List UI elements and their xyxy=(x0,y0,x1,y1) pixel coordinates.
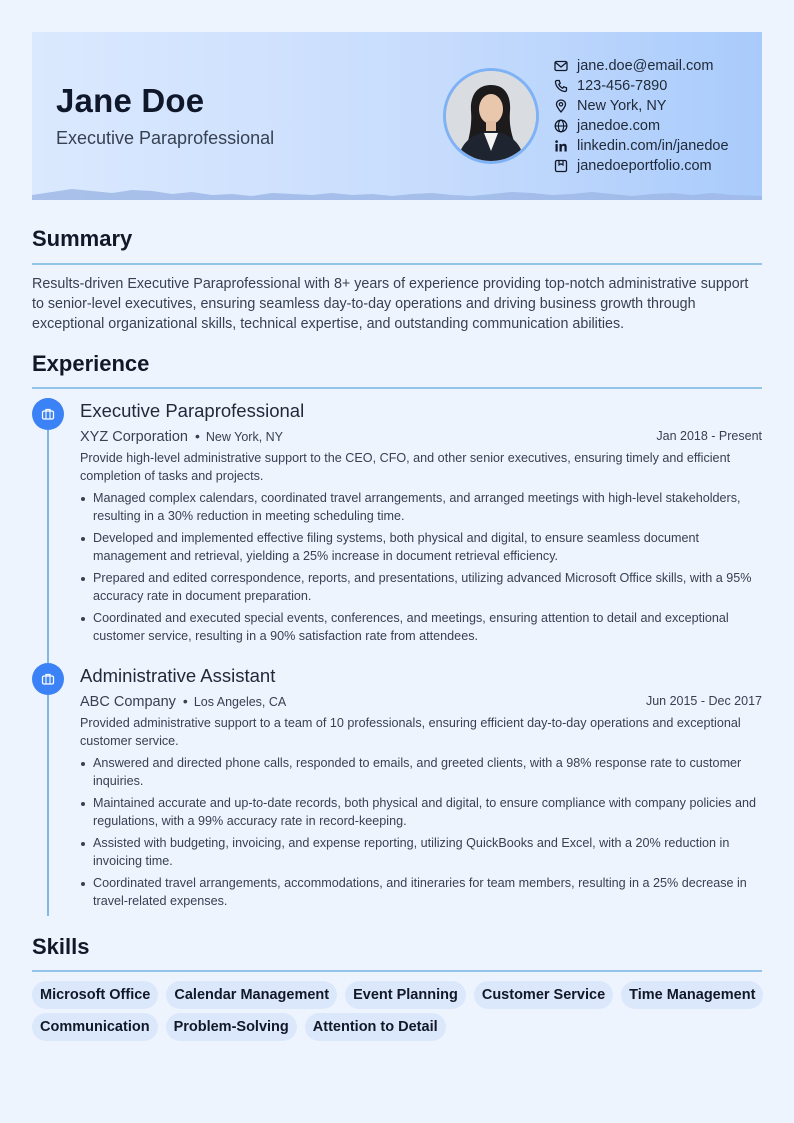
contact-text: janedoe.com xyxy=(577,118,661,134)
skill-chip: Event Planning xyxy=(345,981,466,1009)
company-name: XYZ Corporation xyxy=(80,429,188,445)
job-bullet: Answered and directed phone calls, responded to emails, and greeted clients, with a 98% response rate to customer inquiries. xyxy=(80,754,762,790)
contact-text: janedoeportfolio.com xyxy=(577,158,712,174)
contact-text: linkedin.com/in/janedoe xyxy=(577,138,729,154)
mail-icon xyxy=(554,59,568,73)
job-bullet: Managed complex calendars, coordinated travel arrangements, and arranged meetings with high-level stakeholders, resulting in a 30% reduction in meeting scheduling time. xyxy=(80,489,762,525)
job-bullet-list xyxy=(80,754,762,910)
job-meta xyxy=(80,424,762,448)
job-location: New York, NY xyxy=(205,430,284,444)
contact-text: New York, NY xyxy=(577,98,667,114)
job-title: Executive Paraprofessional xyxy=(80,400,305,421)
avatar-portrait xyxy=(446,71,536,161)
portfolio-icon xyxy=(554,159,568,173)
globe-icon xyxy=(554,119,568,133)
job-bullet: Developed and implemented effective filing systems, both physical and digital, to ensure seamless document management and retrieval, yielding a 25% increase in document retrieval efficiency. xyxy=(80,529,762,565)
separator-dot: • xyxy=(195,428,200,444)
job-bullet: Coordinated and executed special events, conferences, and meetings, ensuring attention to detail and exceptional customer service, resulting in a 90% satisfaction rate from attendees. xyxy=(80,609,762,645)
job-bullet: Prepared and edited correspondence, reports, and presentations, utilizing advanced Microsoft Office skills, with a 95% accuracy rate in document preparation. xyxy=(80,569,762,605)
briefcase-icon xyxy=(41,672,55,686)
skill-chip: Communication xyxy=(32,1013,158,1041)
skills-row xyxy=(32,1013,772,1041)
candidate-title: Executive Paraprofessional xyxy=(56,128,275,148)
job-bullet: Coordinated travel arrangements, accommodations, and itineraries for team members, resulting in a 25% decrease in travel-related expenses. xyxy=(80,874,762,910)
header-wave-decoration xyxy=(32,184,762,200)
skill-chip: Problem-Solving xyxy=(166,1013,297,1041)
contact-phone[interactable] xyxy=(554,76,759,96)
contact-portfolio[interactable] xyxy=(554,156,759,176)
job-bullet: Assisted with budgeting, invoicing, and expense reporting, utilizing QuickBooks and Excel, with a 20% reduction in invoicing time. xyxy=(80,834,762,870)
section-divider xyxy=(32,970,762,972)
resume-header xyxy=(32,32,762,200)
summary-heading: Summary xyxy=(32,226,133,251)
candidate-name: Jane Doe xyxy=(56,82,205,119)
contact-location xyxy=(554,96,759,116)
location-pin-icon xyxy=(554,99,568,113)
contact-text: 123-456-7890 xyxy=(577,78,668,94)
company-name: ABC Company xyxy=(80,694,176,710)
job-meta xyxy=(80,689,762,713)
skill-chip: Time Management xyxy=(621,981,763,1009)
job-description: Provided administrative support to a team of 10 professionals, ensuring efficient day-to-day operations and exceptional customer service. xyxy=(80,716,741,748)
contact-text: jane.doe@email.com xyxy=(577,58,714,74)
timeline-dot xyxy=(32,398,64,430)
skill-chip: Customer Service xyxy=(474,981,613,1009)
separator-dot: • xyxy=(182,693,188,709)
contact-list xyxy=(554,56,759,176)
section-divider xyxy=(32,387,762,389)
job-title: Administrative Assistant xyxy=(80,665,276,686)
skills-heading: Skills xyxy=(32,934,90,959)
skills-list xyxy=(32,981,772,1045)
timeline-dot xyxy=(32,663,64,695)
experience-entry xyxy=(80,398,762,649)
section-divider xyxy=(32,263,762,265)
job-bullet-list xyxy=(80,489,762,645)
skill-chip: Attention to Detail xyxy=(305,1013,446,1041)
job-description: Provide high-level administrative support to the CEO, CFO, and other senior executives, ensuring timely and efficient completion of tasks and projects. xyxy=(80,451,731,483)
job-bullet: Maintained accurate and up-to-date records, both physical and digital, to ensure compliance with company policies and regulations, with a 99% accuracy rate in record-keeping. xyxy=(80,794,762,830)
skill-chip: Calendar Management xyxy=(166,981,337,1009)
experience-heading: Experience xyxy=(32,351,150,376)
contact-website[interactable] xyxy=(554,116,759,136)
job-location: Los Angeles, CA xyxy=(193,695,287,709)
briefcase-icon xyxy=(41,407,55,421)
job-dates: Jun 2015 - Dec 2017 xyxy=(645,694,762,708)
contact-linkedin[interactable] xyxy=(554,136,759,156)
phone-icon xyxy=(554,79,568,93)
skill-chip: Microsoft Office xyxy=(32,981,158,1009)
linkedin-icon xyxy=(554,139,568,153)
job-dates: Jan 2018 - Present xyxy=(656,429,762,443)
contact-email[interactable] xyxy=(554,56,759,76)
skills-row xyxy=(32,981,772,1009)
experience-entry xyxy=(80,663,762,914)
summary-text: Results-driven Executive Paraprofessional with 8+ years of experience providing top-notch administrative support to senior-level executives, ensuring seamless day-to-day operations and driving business growth through exceptional organizational skills, technical expertise, and outstanding communication abilities. xyxy=(32,276,749,332)
avatar xyxy=(443,68,539,164)
